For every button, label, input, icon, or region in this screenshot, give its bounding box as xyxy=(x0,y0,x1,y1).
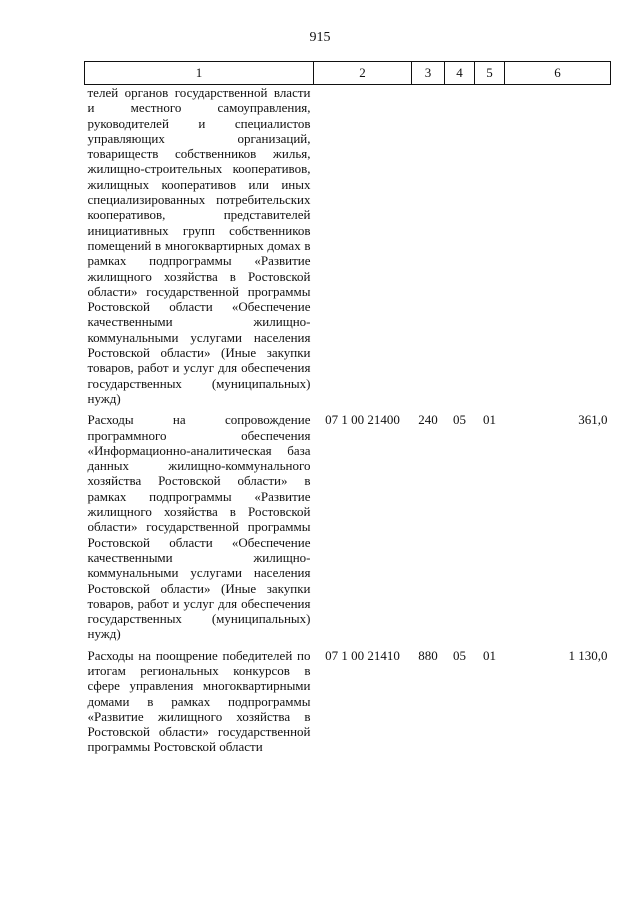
table-row xyxy=(85,85,611,407)
page-number: 915 xyxy=(309,30,331,45)
row-target-code: 07 1 00 21400 xyxy=(325,412,400,428)
row-subsection: 01 xyxy=(483,647,496,663)
row-amount xyxy=(505,85,611,407)
row-expense-type: 240 xyxy=(418,412,438,428)
row-amount: 361,0 xyxy=(578,412,608,428)
column-header-1: 1 xyxy=(85,62,314,85)
row-description: Расходы на сопровождение программного обеспечения «Информационно-аналитическая база данных жилищно-коммунального хозяйства Ростовской области» в рамках подпрограммы «Развитие жилищного хозяйства в Ростовской области» государственной программы Ростовской области «Обеспечение качественными жилищно-коммунальными услугами населения Ростовской области» (Иные закупки товаров, работ и услуг для обеспечения государственных (муниципальных) нужд) xyxy=(87,412,311,642)
row-section xyxy=(445,85,475,407)
table-row xyxy=(85,406,611,641)
row-expense-type: 880 xyxy=(418,647,438,663)
table-header-row xyxy=(85,62,611,85)
row-target-code: 07 1 00 21410 xyxy=(325,647,400,663)
row-target-code xyxy=(314,85,412,407)
row-description: Расходы на поощрение победителей по итогам региональных конкурсов в сфере управления многоквартирными домами в рамках подпрограммы «Развитие жилищного хозяйства в Ростовской области» государственной программы Ростовской области xyxy=(87,647,311,755)
column-header-4: 4 xyxy=(445,62,475,85)
budget-table xyxy=(84,61,611,755)
row-amount: 1 130,0 xyxy=(568,647,608,663)
row-expense-type xyxy=(412,85,445,407)
row-subsection: 01 xyxy=(483,412,496,428)
column-header-3: 3 xyxy=(412,62,445,85)
table-row xyxy=(85,642,611,755)
column-header-6: 6 xyxy=(505,62,611,85)
column-header-5: 5 xyxy=(475,62,505,85)
row-section: 05 xyxy=(453,647,466,663)
row-description: телей органов государственной власти и местного самоуправления, руководителей и специалистов управляющих организаций, товариществ собственников жилья, жилищно-строительных кооперативов, жилищных кооперативов или иных специализированных потребительских кооперативов, представителей инициативных групп собственников помещений в многоквартирных домах в рамках подпрограммы «Развитие жилищного хозяйства в Ростовской области» государственной программы Ростовской области «Обеспечение качественными жилищно-коммунальными услугами населения Ростовской области» (Иные закупки товаров, работ и услуг для обеспечения государственных (муниципальных) нужд) xyxy=(87,85,311,406)
row-subsection xyxy=(475,85,505,407)
row-section: 05 xyxy=(453,412,466,428)
column-header-2: 2 xyxy=(314,62,412,85)
